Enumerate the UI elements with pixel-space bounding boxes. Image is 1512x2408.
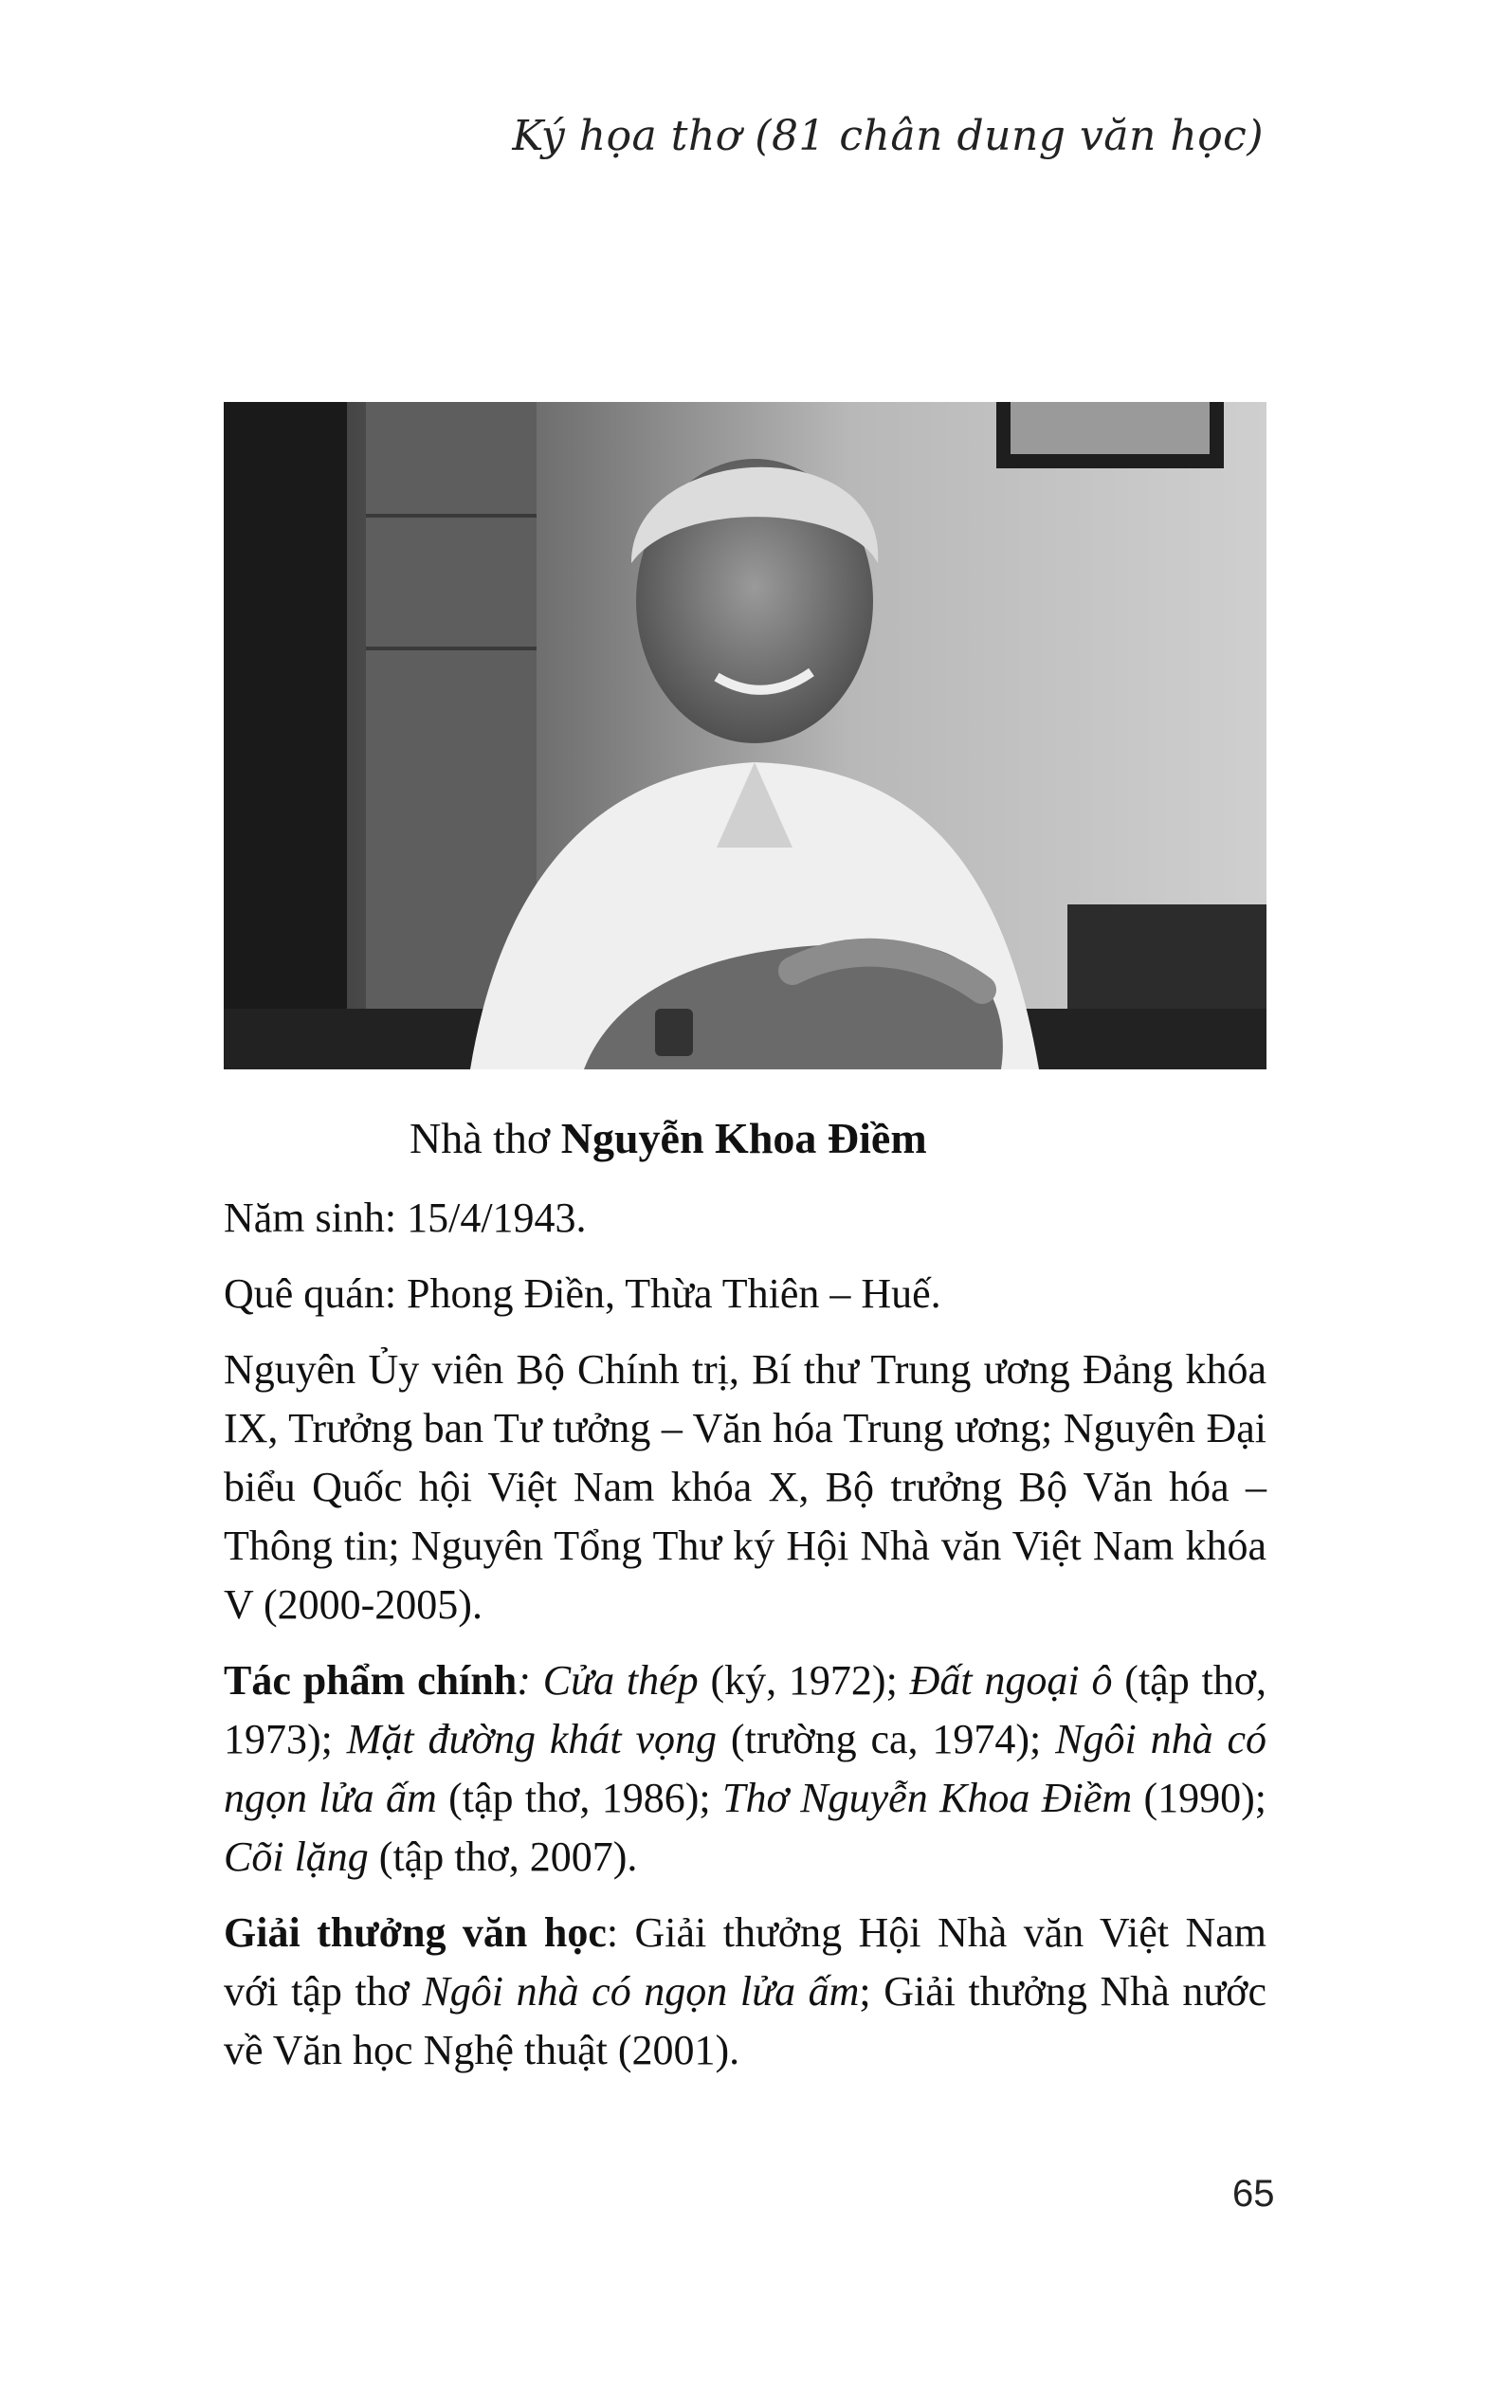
work-title: Mặt đường khát vọng — [346, 1716, 718, 1762]
birth-date: Năm sinh: 15/4/1943. — [224, 1195, 587, 1241]
work-title: Cõi lặng — [224, 1833, 369, 1880]
caption-prefix: Nhà thơ — [410, 1114, 561, 1162]
work-note: (trường ca, 1974); — [717, 1716, 1056, 1762]
literary-awards — [224, 1904, 1266, 2080]
biography-section — [224, 1109, 1266, 2097]
awards-text: : Giải thưởng Hội Nhà văn Việt Nam với tập thơ — [224, 1909, 1266, 2015]
work-title: Ngôi nhà có ngọn lửa ấm — [224, 1716, 1266, 1821]
work-note: (tập thơ, 1973); — [224, 1657, 1267, 1762]
poet-name: Nguyễn Khoa Điềm — [560, 1114, 927, 1162]
main-works — [224, 1651, 1266, 1887]
work-note: (ký, 1972); — [698, 1657, 910, 1704]
works-label: Tác phẩm chính — [224, 1657, 518, 1704]
awards-text: ; Giải thưởng Nhà nước về Văn học Nghệ thuật (2001). — [224, 1968, 1266, 2073]
portrait-photo-icon — [224, 402, 1266, 1069]
portrait-photo — [224, 402, 1266, 1069]
awards-label: Giải thưởng văn học — [224, 1909, 607, 1956]
works-colon: : — [517, 1657, 543, 1704]
running-header: Ký họa thơ (81 chân dung văn học) — [512, 112, 1264, 160]
career-bio: Nguyên Ủy viên Bộ Chính trị, Bí thư Trung ương Đảng khóa IX, Trưởng ban Tư tưởng – Văn hóa Trung ương; Nguyên Đại biểu Quốc hội Việt Nam khóa X, Bộ trưởng Bộ Văn hóa – Thông tin; Nguyên Tổng Thư ký Hội Nhà văn Việt Nam khóa V (2000-2005). — [224, 1346, 1266, 1628]
work-note: (tập thơ, 2007). — [368, 1833, 638, 1880]
hometown: Quê quán: Phong Điền, Thừa Thiên – Huế. — [224, 1270, 941, 1317]
work-title: Thơ Nguyễn Khoa Điềm — [721, 1775, 1133, 1821]
work-title: Đất ngoại ô — [909, 1657, 1113, 1704]
work-note: (1990); — [1132, 1775, 1267, 1821]
work-note: (tập thơ, 1986); — [436, 1775, 722, 1821]
award-work-title: Ngôi nhà có ngọn lửa ấm — [422, 1968, 860, 2015]
photo-caption — [224, 1109, 1266, 1168]
page-number: 65 — [1232, 2173, 1275, 2215]
work-title: Cửa thép — [542, 1657, 699, 1704]
